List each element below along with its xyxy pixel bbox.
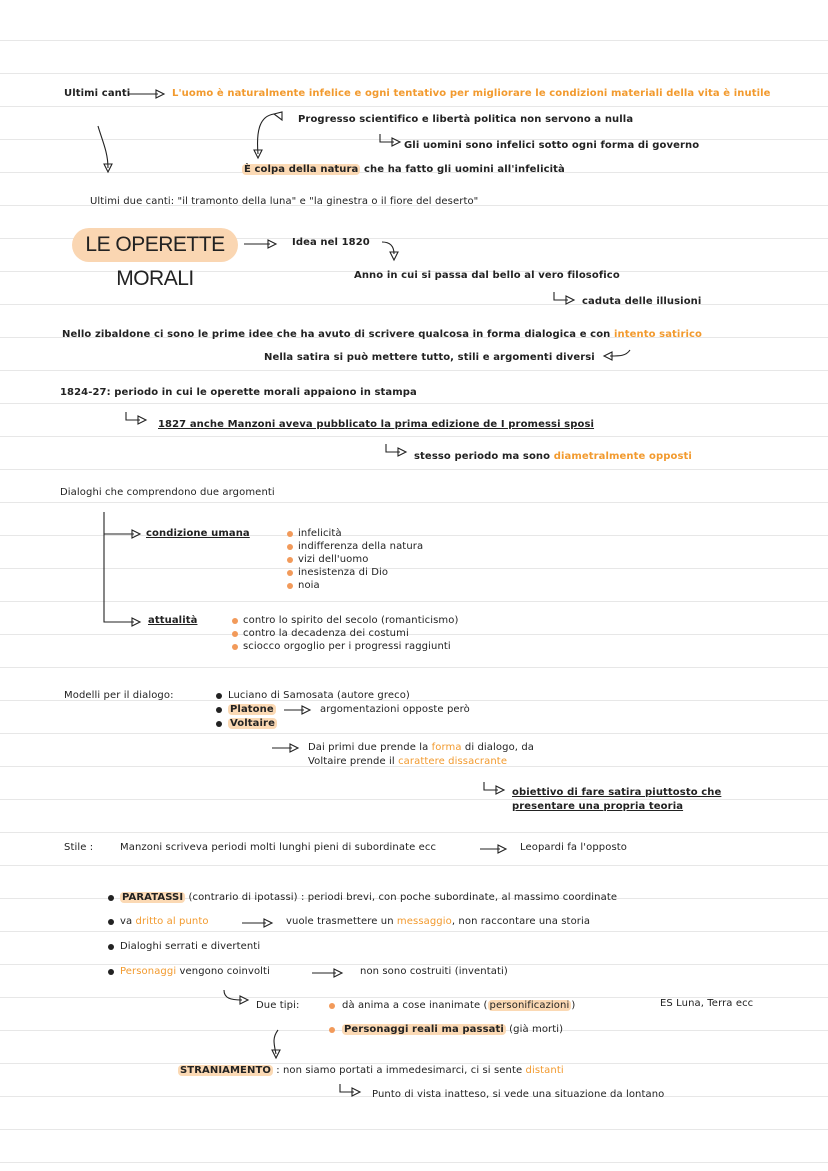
bullet-dot [216, 693, 222, 699]
bullet-dot [216, 707, 222, 713]
voltaire-text [308, 756, 507, 767]
manzoni-1827: 1827 anche Manzoni aveva pubblicato la prima edizione de I promessi sposi [158, 419, 595, 430]
carattere-dissacrante: carattere dissacrante [398, 756, 508, 767]
bullet-dot [232, 631, 238, 637]
colpa-rest: che ha fatto gli uomini all'infelicità [360, 164, 565, 175]
primi-due-a: Dai primi due prende la [308, 742, 432, 753]
bullet-dot [232, 644, 238, 650]
attualita-item: sciocco orgoglio per i progressi raggiunti [243, 641, 451, 652]
bullet-dot [108, 895, 114, 901]
down-arrow-icon [94, 126, 114, 174]
uomini-infelici-text: Gli uomini sono infelici sotto ogni forma di governo [404, 140, 700, 151]
modelli-label: Modelli per il dialogo: [64, 690, 174, 701]
modello-item: Luciano di Samosata (autore greco) [228, 690, 410, 701]
serrati-text: Dialoghi serrati e divertenti [120, 941, 261, 952]
arrow-icon [480, 843, 512, 855]
colpa-natura-text [242, 164, 565, 175]
arrow-icon [242, 917, 278, 929]
stran-b: : non siamo portati a immedesimarci, ci si sente [272, 1065, 526, 1076]
branch-bracket-icon [100, 512, 144, 628]
personaggi-b: vengono coinvolti [176, 966, 270, 977]
distanti-word: distanti [525, 1065, 564, 1076]
anima-a: dà anima a cose inanimate ( [342, 1000, 488, 1011]
curved-down-arrow-icon [380, 238, 400, 262]
caduta-illusioni: caduta delle illusioni [582, 296, 702, 307]
straniamento-highlight: STRANIAMENTO [180, 1065, 271, 1076]
bullet-dot [108, 919, 114, 925]
condizione-item: indifferenza della natura [298, 541, 424, 552]
bullet-dot [216, 721, 222, 727]
morti-text: (già morti) [505, 1024, 564, 1035]
colpa-highlight: È colpa della natura [244, 164, 359, 175]
stesso-periodo [414, 451, 692, 462]
reali-text [342, 1024, 563, 1035]
condizione-item: noia [298, 580, 320, 591]
hook-arrow-icon [378, 134, 402, 148]
paratassi-highlight: PARATASSI [122, 892, 184, 903]
hook-arrow-icon [338, 1084, 362, 1098]
arrow-icon [312, 967, 348, 979]
operette-title: LE OPERETTE MORALI [72, 228, 238, 262]
attualita-item: contro la decadenza dei costumi [243, 628, 409, 639]
dritto-text [120, 916, 209, 927]
arrow-icon [244, 238, 284, 250]
anno-text: Anno in cui si passa dal bello al vero filosofico [354, 270, 620, 281]
paratassi-text [120, 892, 617, 903]
modello-item [228, 718, 277, 729]
satira-text: Nella satira si può mettere tutto, stili e argomenti diversi [264, 352, 595, 363]
uomo-infelice-text: L'uomo è naturalmente infelice e ogni tentativo per migliorare le condizioni materiali della vita è inutile [172, 88, 771, 99]
back-arrow-icon [604, 350, 632, 362]
bullet-dot [287, 583, 293, 589]
dritto-al-punto: dritto al punto [135, 916, 209, 927]
condizione-item: infelicità [298, 528, 342, 539]
es-luna-terra: ES Luna, Terra ecc [660, 998, 754, 1009]
down-arrow-icon [266, 1030, 286, 1060]
leopardi-opposto: Leopardi fa l'opposto [520, 842, 628, 853]
periodo-text: 1824-27: periodo in cui le operette morali appaiono in stampa [60, 387, 417, 398]
dialoghi-heading: Dialoghi che comprendono due argomenti [60, 487, 275, 498]
bullet-dot [329, 1027, 335, 1033]
modello-item [228, 704, 276, 715]
zibaldone-text [62, 329, 702, 340]
bullet-dot [232, 618, 238, 624]
obiettivo-line1: obiettivo di fare satira piuttosto che [512, 787, 722, 798]
messaggio-a: vuole trasmettere un [286, 916, 397, 927]
anima-c: ) [571, 1000, 576, 1011]
bullet-dot [287, 531, 293, 537]
condizione-item: vizi dell'uomo [298, 554, 369, 565]
bullet-dot [287, 544, 293, 550]
messaggio-c: , non raccontare una storia [451, 916, 591, 927]
diametralmente-opposti: diametralmente opposti [553, 451, 692, 462]
stesso-main: stesso periodo ma sono [414, 451, 554, 462]
arrow-icon [284, 704, 316, 716]
personificazioni-highlight: personificazioni [489, 1000, 570, 1011]
arrow-icon [128, 88, 168, 100]
messaggio-text [286, 916, 590, 927]
dritto-a: va [120, 916, 136, 927]
personaggi-text [120, 966, 270, 977]
costruiti-text: non sono costruiti (inventati) [360, 966, 508, 977]
messaggio-word: messaggio [396, 916, 452, 927]
punto-vista-text: Punto di vista inatteso, si vede una situazione da lontano [372, 1089, 665, 1100]
voltaire-a: Voltaire prende il [308, 756, 399, 767]
obiettivo-line2: presentare una propria teoria [512, 801, 684, 812]
bullet-dot [108, 969, 114, 975]
ultimi-canti-label: Ultimi canti [64, 88, 131, 99]
manzoni-stile: Manzoni scriveva periodi molti lunghi pieni di subordinate ecc [120, 842, 437, 853]
attualita: attualità [148, 615, 198, 626]
curved-arrow-icon [254, 110, 294, 160]
voltaire-highlight: Voltaire [230, 718, 275, 729]
hook-arrow-icon [124, 412, 148, 426]
due-tipi: Due tipi: [256, 1000, 300, 1011]
condizione-item: inesistenza di Dio [298, 567, 389, 578]
bullet-dot [287, 557, 293, 563]
bullet-dot [329, 1003, 335, 1009]
progresso-text: Progresso scientifico e libertà politica non servono a nulla [298, 114, 634, 125]
primi-due-c: di dialogo, da [461, 742, 535, 753]
stile-label: Stile : [64, 842, 94, 853]
straniamento-text [178, 1065, 564, 1076]
idea-1820: Idea nel 1820 [292, 237, 370, 248]
bullet-dot [108, 944, 114, 950]
primi-due-text [308, 742, 534, 753]
hook-arrow-icon [482, 782, 506, 796]
attualita-item: contro lo spirito del secolo (romanticismo) [243, 615, 459, 626]
ultimi-due-canti-text: Ultimi due canti: "il tramonto della luna" e "la ginestra o il fiore del deserto" [90, 196, 479, 207]
platone-highlight: Platone [230, 704, 274, 715]
anima-text [342, 1000, 575, 1011]
hook-arrow-icon [222, 990, 252, 1006]
paratassi-rest: (contrario di ipotassi) : periodi brevi, con poche subordinate, al massimo coordinate [185, 892, 618, 903]
intento-satirico: intento satirico [613, 329, 703, 340]
arrow-icon [272, 742, 304, 754]
forma-word: forma [431, 742, 462, 753]
personaggi-word: Personaggi [120, 966, 177, 977]
reali-highlight: Personaggi reali ma passati [344, 1024, 504, 1035]
zibaldone-main: Nello zibaldone ci sono le prime idee che ha avuto di scrivere qualcosa in forma dialogica e con [62, 329, 614, 340]
hook-arrow-icon [384, 444, 408, 458]
hook-arrow-icon [552, 292, 576, 306]
bullet-dot [287, 570, 293, 576]
condizione-umana: condizione umana [146, 528, 250, 539]
argomentazioni-text: argomentazioni opposte però [320, 704, 470, 715]
